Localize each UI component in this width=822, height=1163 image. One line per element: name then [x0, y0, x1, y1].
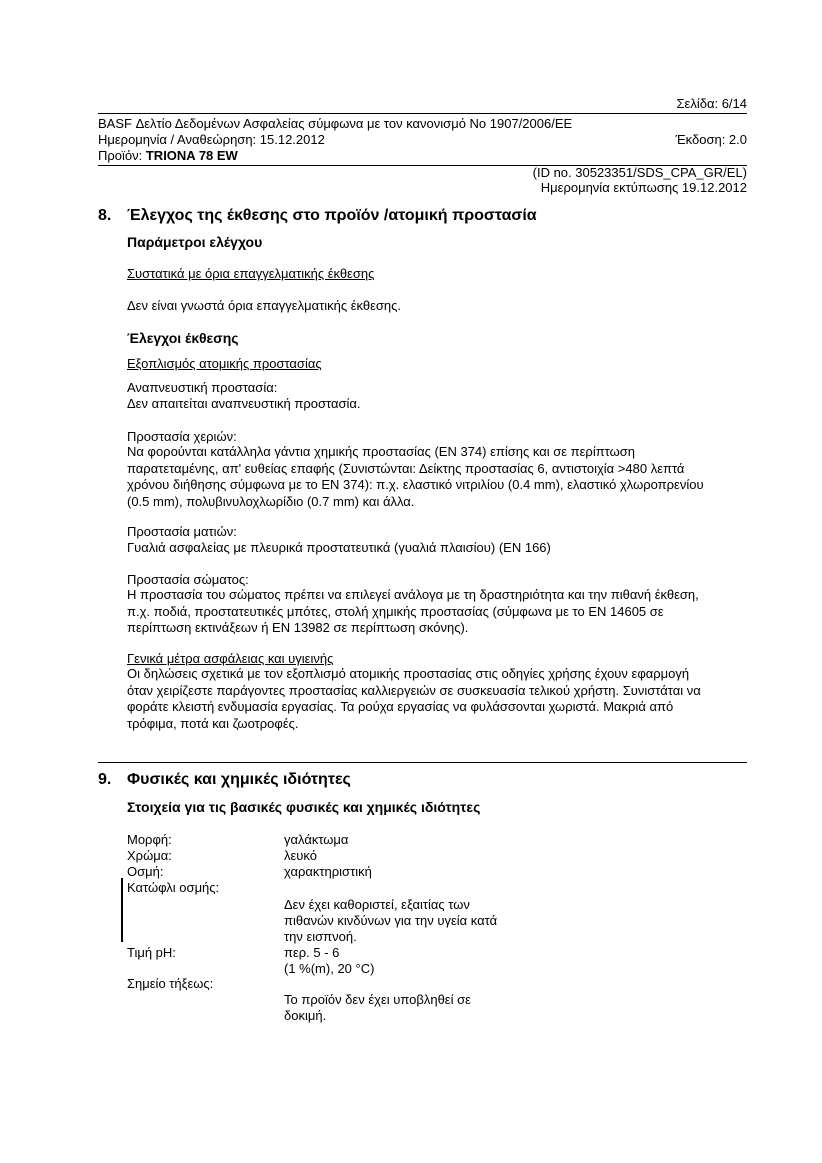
header-title: BASF Δελτίο Δεδομένων Ασφαλείας σύμφωνα με τον κανονισμό No 1907/2006/ΕΕ: [98, 116, 573, 131]
section-9-number: 9.: [98, 771, 112, 788]
text-line: χρόνου διήθησης σύμφωνα με το EN 374): π.χ. ελαστικό νιτριλίου (0.4 mm), ελαστικό χλωροπρενίου: [127, 477, 704, 492]
text-line: π.χ. ποδιά, προστατευτικές μπότες, στολή χημικής προστασίας (σύμφωνα με το EN 14605 σε: [127, 603, 664, 619]
document-id: (ID no. 30523351/SDS_CPA_GR/EL): [532, 165, 747, 180]
occupational-limits-text: Δεν είναι γνωστά όρια επαγγελματικής έκθεσης.: [127, 298, 402, 313]
text-line: Να φορούνται κατάλληλα γάντια χημικής προστασίας (EN 374) επίσης και σε περίπτωση: [127, 444, 636, 459]
text-line: περίπτωση εκτινάξεων ή EN 13982 σε περίπτωση σκόνης).: [127, 620, 469, 635]
property-label: Μορφή:: [127, 832, 172, 847]
ppe-heading: Εξοπλισμός ατομικής προστασίας: [127, 356, 322, 371]
eye-label: Προστασία ματιών:: [127, 524, 237, 539]
control-params-heading: Παράμετροι ελέγχου: [127, 234, 263, 250]
text-line: (0.5 mm), πολυβινυλοχλωρίδιο (0.7 mm) και άλλα.: [127, 493, 415, 509]
text-line: όταν χειρίζεστε παράγοντες προστασίας καλλιεργειών σε συσκευασία τελικού χρήστη. Συνιστάται να: [127, 682, 701, 698]
hygiene-text: [127, 666, 701, 732]
text-line: Η προστασία του σώματος πρέπει να επιλεγεί ανάλογα με τη δραστηριότητα και την πιθανή έκθεση,: [127, 587, 699, 602]
respiratory-text: Δεν απαιτείται αναπνευστική προστασία.: [127, 396, 361, 411]
hand-protection-text: [127, 444, 704, 510]
property-value: (1 %(m), 20 °C): [284, 961, 375, 976]
property-value: Το προϊόν δεν έχει υποβληθεί σε: [284, 992, 471, 1007]
print-date: Ημερομηνία εκτύπωσης 19.12.2012: [540, 180, 747, 195]
body-protection-text: [127, 587, 699, 637]
text-line: τρόφιμα, ποτά και ζωοτροφές.: [127, 715, 299, 731]
property-label: Χρώμα:: [127, 848, 172, 863]
property-label: Οσμή:: [127, 864, 164, 879]
property-label: Κατώφλι οσμής:: [127, 880, 220, 895]
section-9-title: Φυσικές και χημικές ιδιότητες: [127, 771, 351, 788]
hygiene-heading: Γενικά μέτρα ασφάλειας και υγιεινής: [127, 651, 334, 666]
text-line: φοράτε κλειστή ενδυμασία εργασίας. Τα ρούχα εργασίας να φυλάσσονται χωριστά. Μακριά από: [127, 699, 674, 714]
body-label: Προστασία σώματος:: [127, 572, 249, 587]
property-value: γαλάκτωμα: [284, 832, 349, 847]
section-8-number: 8.: [98, 207, 112, 224]
property-value: λευκό: [284, 848, 317, 863]
respiratory-label: Αναπνευστική προστασία:: [127, 380, 278, 395]
version: Έκδοση: 2.0: [675, 132, 747, 147]
product-name: TRIONA 78 EW: [145, 148, 238, 163]
product-label: Προϊόν:: [98, 148, 146, 163]
page-number: Σελίδα: 6/14: [676, 96, 747, 111]
text-line: Οι δηλώσεις σχετικά με τον εξοπλισμό ατομικής προστασίας στις οδηγίες χρήσης έχουν εφαρμογή: [127, 666, 690, 681]
property-value: χαρακτηριστική: [284, 864, 372, 879]
revision-date: Ημερομηνία / Αναθεώρηση: 15.12.2012: [98, 132, 325, 147]
text-line: παρατεταμένης, απ' ευθείας επαφής (Συνιστώνται: Δείκτης προστασίας 6, αντιστοιχία >480 λεπτά: [127, 460, 685, 476]
hand-label: Προστασία χεριών:: [127, 429, 237, 444]
header-top-rule: [98, 113, 747, 114]
property-label: Σημείο τήξεως:: [127, 976, 214, 991]
section-9-subheading: Στοιχεία για τις βασικές φυσικές και χημικές ιδιότητες: [127, 799, 481, 815]
section-divider: [98, 762, 747, 763]
exposure-controls-heading: Έλεγχοι έκθεσης: [127, 330, 239, 346]
property-value: δοκιμή.: [284, 1008, 327, 1023]
property-value: πιθανών κινδύνων για την υγεία κατά: [284, 913, 498, 928]
eye-text: Γυαλιά ασφαλείας με πλευρικά προστατευτικά (γυαλιά πλαισίου) (EN 166): [127, 540, 551, 555]
property-value: Δεν έχει καθοριστεί, εξαιτίας των: [284, 897, 470, 912]
property-value: την εισπνοή.: [284, 929, 357, 944]
property-value: περ. 5 - 6: [284, 945, 340, 960]
change-bar: [121, 878, 123, 942]
occupational-limits-heading: Συστατικά με όρια επαγγελματικής έκθεσης: [127, 266, 375, 281]
product-line: [98, 148, 238, 163]
section-8-title: Έλεγχος της έκθεσης στο προϊόν /ατομική προστασία: [127, 207, 537, 224]
property-label: Τιμή pH:: [127, 945, 176, 960]
